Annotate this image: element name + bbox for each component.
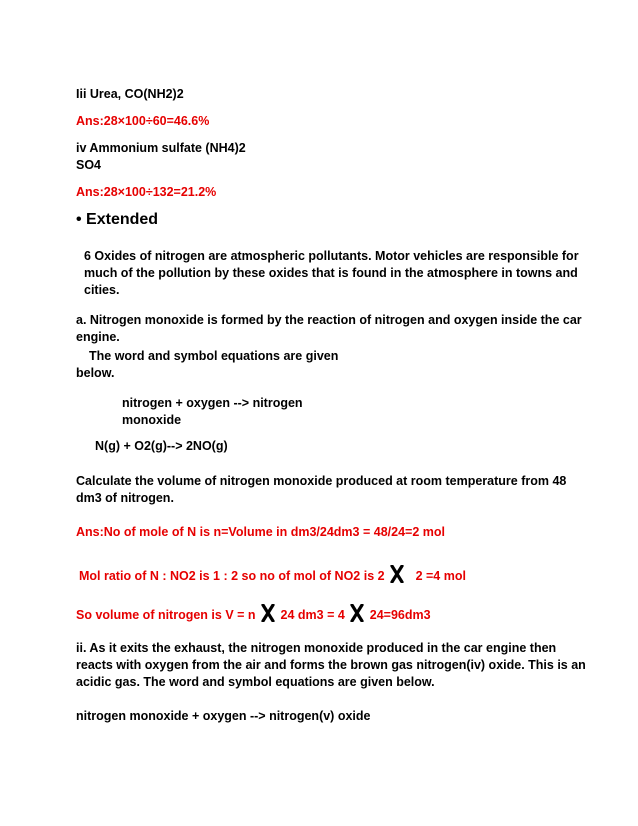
part-a-line-1: a. Nitrogen monoxide is formed by the reaction of nitrogen and oxygen inside the car (76, 313, 582, 327)
urea-line: Iii Urea, CO(NH2)2 (76, 87, 184, 101)
answer-mol-ratio (79, 565, 466, 584)
part-ii-line-1: ii. As it exits the exhaust, the nitrogen monoxide produced in the car engine then (76, 641, 557, 655)
volume-text-2: 24 dm3 = 4 (280, 608, 345, 622)
word-equation-no2: nitrogen monoxide + oxygen --> nitrogen(v) oxide (76, 709, 371, 723)
equations-intro-1: The word and symbol equations are given (89, 349, 339, 363)
part-a-line-2: engine. (76, 330, 120, 344)
part-ii-line-2: reacts with oxygen from the air and forms the brown gas nitrogen(iv) oxide. This is an (76, 658, 586, 672)
question-6-line-2: much of the pollution by these oxides that is found in the atmosphere in towns and (84, 266, 578, 280)
x-mark-icon (390, 565, 404, 583)
equations-intro-2: below. (76, 366, 115, 380)
word-equation-line-1: nitrogen + oxygen --> nitrogen (122, 396, 303, 410)
answer-urea: Ans:28×100÷60=46.6% (76, 114, 210, 128)
calculate-question-1: Calculate the volume of nitrogen monoxide produced at room temperature from 48 (76, 474, 567, 488)
symbol-equation: N(g) + O2(g)--> 2NO(g) (95, 439, 228, 453)
part-ii-line-3: acidic gas. The word and symbol equations are given below. (76, 675, 435, 689)
mol-ratio-result: 2 =4 mol (415, 569, 466, 583)
ammonium-sulfate-line: iv Ammonium sulfate (NH4)2 (76, 141, 246, 155)
calculate-question-2: dm3 of nitrogen. (76, 491, 174, 505)
question-6-line-3: cities. (84, 283, 120, 297)
answer-ammonium-sulfate: Ans:28×100÷132=21.2% (76, 185, 217, 199)
extended-heading: • Extended (76, 211, 159, 228)
answer-volume (76, 604, 431, 623)
answer-moles: Ans:No of mole of N is n=Volume in dm3/24dm3 = 48/24=2 mol (76, 525, 445, 539)
word-equation-line-2: monoxide (122, 413, 182, 427)
question-6-line-1: 6 Oxides of nitrogen are atmospheric pollutants. Motor vehicles are responsible for (84, 249, 579, 263)
volume-text-3: 24=96dm3 (369, 608, 431, 622)
mol-ratio-text: Mol ratio of N : NO2 is 1 : 2 so no of mol of NO2 is 2 (79, 569, 385, 583)
x-mark-icon (350, 604, 364, 622)
volume-text-1: So volume of nitrogen is V = n (76, 608, 256, 622)
x-mark-icon (261, 604, 275, 622)
ammonium-sulfate-line-2: SO4 (76, 158, 102, 172)
